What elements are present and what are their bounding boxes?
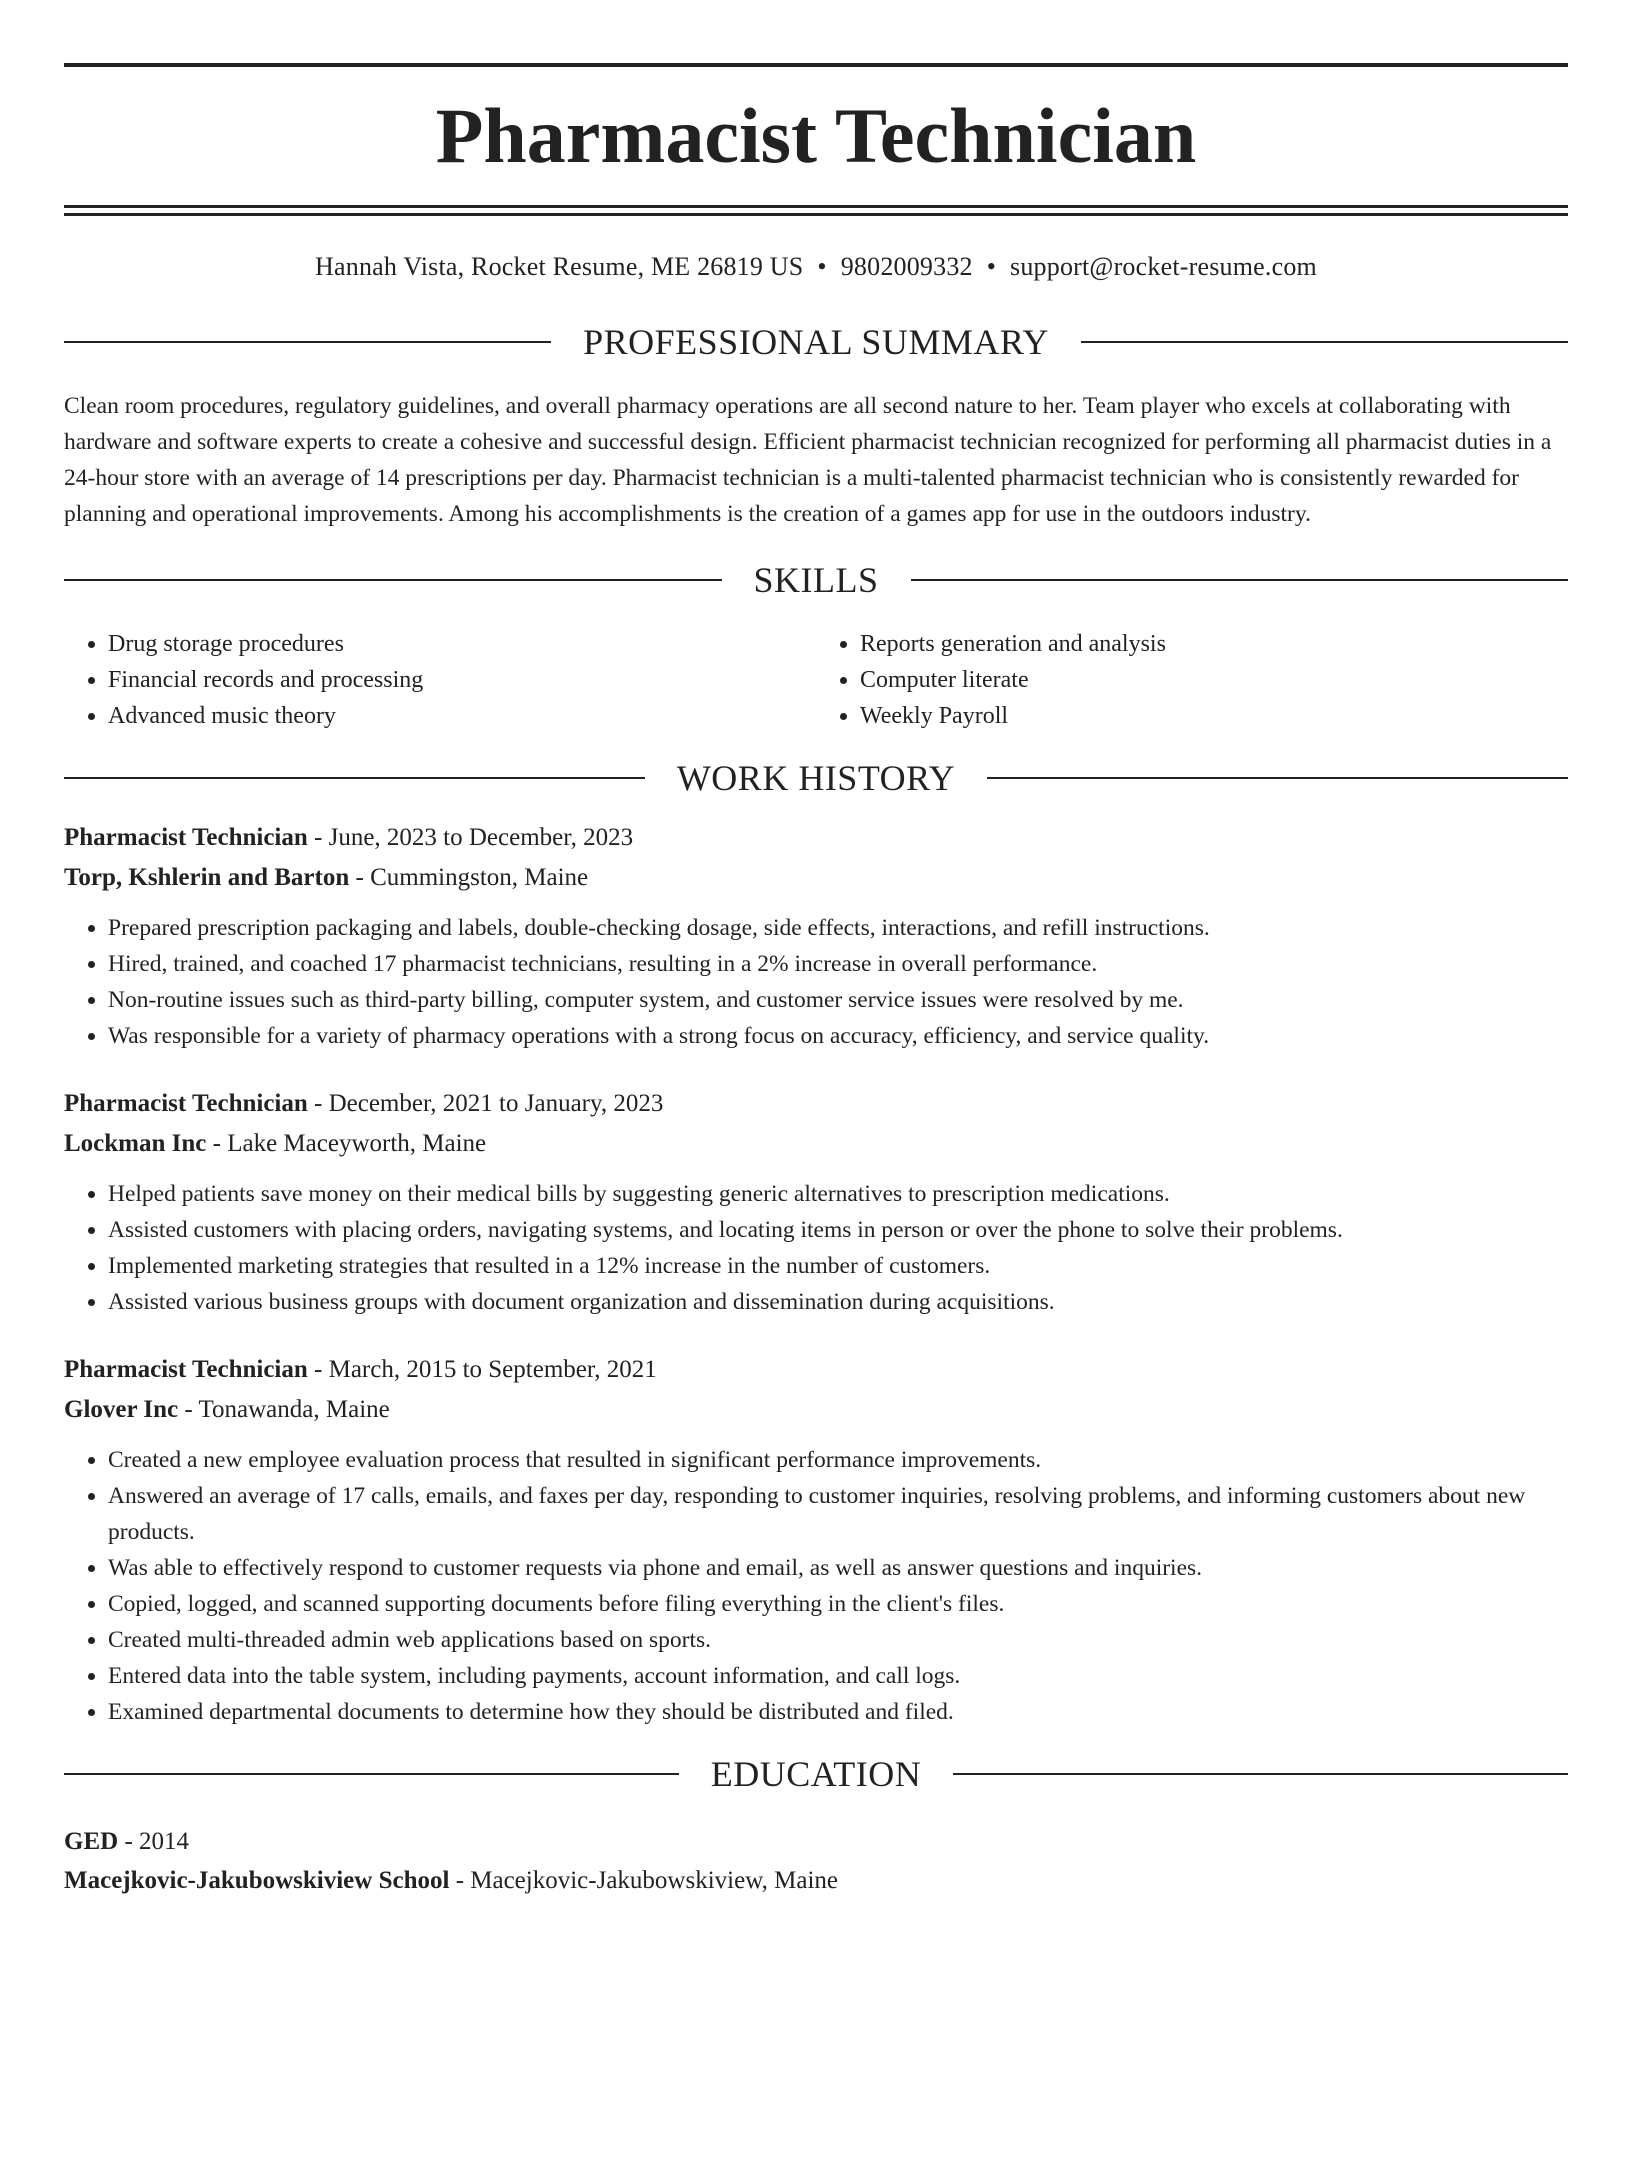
job-dates: - December, 2021 to January, 2023 (307, 1090, 664, 1117)
divider (1081, 341, 1568, 343)
divider (64, 341, 551, 343)
skills-column-right (816, 626, 1568, 734)
job-bullet: • Implemented marketing strategies that resulted in a 12% increase in the number of customers. (108, 1248, 1568, 1284)
job-company-line (64, 1390, 1568, 1430)
title-double-rule (64, 205, 1568, 216)
divider (953, 1773, 1568, 1775)
job-title-line (64, 818, 1568, 858)
education-school-line (64, 1861, 1568, 1900)
contact-separator: • (986, 252, 997, 281)
section-heading-summary (64, 320, 1568, 364)
job-bullet: • Was responsible for a variety of pharmacy operations with a strong focus on accuracy, efficiency, and service quality. (108, 1018, 1568, 1054)
skill-item: • Weekly Payroll (860, 698, 1568, 734)
job-location: - Cummingston, Maine (349, 864, 589, 891)
education-degree-line (64, 1822, 1568, 1861)
contact-phone: 9802009332 (840, 252, 973, 281)
job-bullets (64, 1176, 1568, 1320)
divider (64, 1773, 679, 1775)
education-entry (64, 1822, 1568, 1900)
education-school: Macejkovic-Jakubowskiview School (64, 1867, 450, 1894)
job-bullet: • Entered data into the table system, including payments, account information, and call logs. (108, 1658, 1568, 1694)
page-title: Pharmacist Technician (435, 92, 1197, 179)
job-bullet: • Hired, trained, and coached 17 pharmacist technicians, resulting in a 2% increase in overall performance. (108, 946, 1568, 982)
job-title-line (64, 1084, 1568, 1124)
divider (64, 777, 645, 779)
job-company-line (64, 858, 1568, 898)
job-entry (64, 818, 1568, 1054)
title-wrap (64, 67, 1568, 205)
skills-list (64, 626, 1568, 734)
education-location: - Macejkovic-Jakubowskiview, Maine (449, 1867, 838, 1894)
job-company: Torp, Kshlerin and Barton (64, 864, 350, 891)
skills-column-left (64, 626, 816, 734)
job-location: - Tonawanda, Maine (178, 1396, 390, 1423)
job-bullet: • Assisted various business groups with document organization and dissemination during acquisitions. (108, 1284, 1568, 1320)
section-heading-work (64, 756, 1568, 800)
contact-address: Hannah Vista, Rocket Resume, ME 26819 US (315, 252, 804, 281)
job-bullet: • Prepared prescription packaging and labels, double-checking dosage, side effects, interactions, and refill instructions. (108, 910, 1568, 946)
section-heading-label: EDUCATION (710, 1754, 922, 1794)
contact-separator: • (817, 252, 827, 281)
skill-item: • Reports generation and analysis (860, 626, 1568, 662)
section-heading-label: SKILLS (753, 560, 879, 600)
contact-email: support@rocket-resume.com (1010, 252, 1317, 281)
job-bullet: • Copied, logged, and scanned supporting documents before filing everything in the client's files. (108, 1586, 1568, 1622)
job-title: Pharmacist Technician (64, 824, 308, 851)
job-entry (64, 1084, 1568, 1320)
education-year: - 2014 (118, 1828, 190, 1855)
divider (987, 777, 1568, 779)
skill-item: • Financial records and processing (108, 662, 816, 698)
job-bullet: • Non-routine issues such as third-party billing, computer system, and customer service issues were resolved by me. (108, 982, 1568, 1018)
job-bullets (64, 1442, 1568, 1730)
job-bullet: • Examined departmental documents to determine how they should be distributed and filed. (108, 1694, 1568, 1730)
job-company: Glover Inc (64, 1396, 179, 1423)
education-degree: GED (64, 1828, 119, 1855)
job-bullet: • Helped patients save money on their medical bills by suggesting generic alternatives to prescription medications. (108, 1176, 1568, 1212)
job-title: Pharmacist Technician (64, 1356, 308, 1383)
job-bullet: • Was able to effectively respond to customer requests via phone and email, as well as answer questions and inquiries. (108, 1550, 1568, 1586)
job-bullet: • Answered an average of 17 calls, emails, and faxes per day, responding to customer inquiries, resolving problems, and informing customers about new products. (108, 1478, 1568, 1550)
job-bullets (64, 910, 1568, 1054)
divider (911, 579, 1569, 581)
job-location: - Lake Maceyworth, Maine (206, 1130, 487, 1157)
job-bullet: • Created multi-threaded admin web applications based on sports. (108, 1622, 1568, 1658)
job-title-line (64, 1350, 1568, 1390)
skill-item: • Drug storage procedures (108, 626, 816, 662)
job-bullet: • Assisted customers with placing orders, navigating systems, and locating items in person or over the phone to solve their problems. (108, 1212, 1568, 1248)
resume-page (0, 63, 1632, 2175)
job-entry (64, 1350, 1568, 1730)
section-heading-education (64, 1752, 1568, 1796)
skill-item: • Computer literate (860, 662, 1568, 698)
job-bullet: • Created a new employee evaluation process that resulted in significant performance improvements. (108, 1442, 1568, 1478)
section-heading-label: PROFESSIONAL SUMMARY (583, 322, 1049, 362)
skill-item: • Advanced music theory (108, 698, 816, 734)
job-company: Lockman Inc (64, 1130, 207, 1157)
job-title: Pharmacist Technician (64, 1090, 308, 1117)
summary-text: Clean room procedures, regulatory guidelines, and overall pharmacy operations are all second nature to her. Team player who excels at collaborating with hardware and software experts to create a cohesive and successful design. Efficient pharmacist technician recognized for performing all pharmacist duties in a 24-hour store with an average of 14 prescriptions per day. Pharmacist technician is a multi-talented pharmacist technician who is consistently rewarded for planning and operational improvements. Among his accomplishments is the creation of a games app for use in the outdoors industry. (64, 393, 1552, 527)
divider (64, 579, 722, 581)
section-heading-label: WORK HISTORY (676, 758, 956, 798)
job-dates: - June, 2023 to December, 2023 (307, 824, 634, 851)
job-company-line (64, 1124, 1568, 1164)
job-dates: - March, 2015 to September, 2021 (307, 1356, 657, 1383)
section-heading-skills (64, 558, 1568, 602)
contact-line (64, 250, 1568, 284)
